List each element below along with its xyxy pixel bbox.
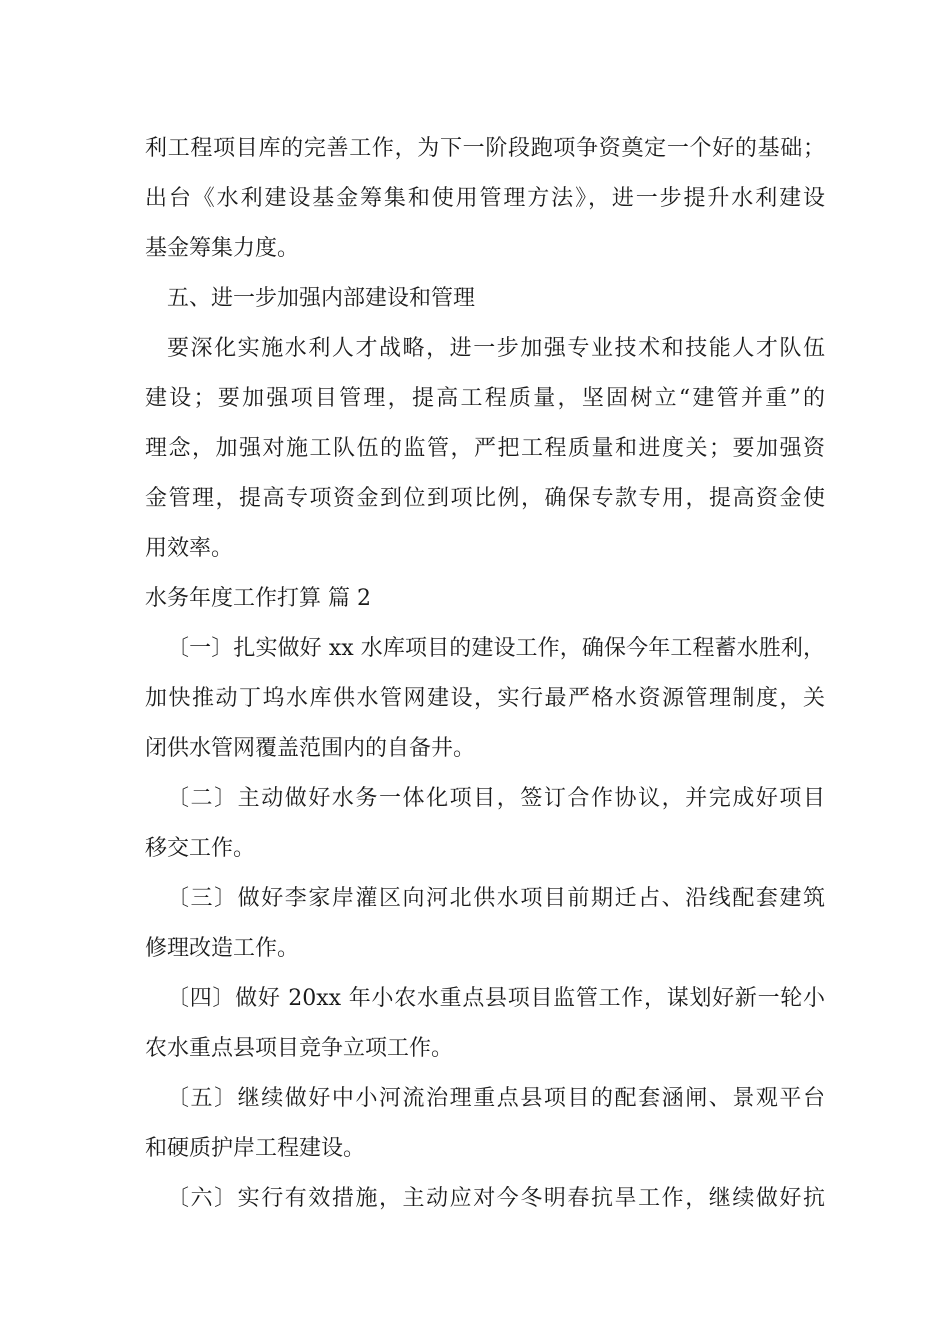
text-line: 建设；要加强项目管理，提高工程质量，坚固树立“建管并重”的 bbox=[145, 386, 825, 411]
text-line: 移交工作。 bbox=[145, 836, 256, 861]
text-line: 出台《水利建设基金筹集和使用管理方法》，进一步提升水利建设 bbox=[145, 186, 825, 211]
text-line: 金管理，提高专项资金到位到项比例，确保专款专用，提高资金使 bbox=[145, 486, 825, 511]
text-line: 修理改造工作。 bbox=[145, 936, 300, 961]
article-title: 水务年度工作打算 篇 2 bbox=[145, 586, 371, 611]
text-line: 用效率。 bbox=[145, 536, 234, 561]
document-body bbox=[145, 124, 825, 1224]
text-line: 〔四〕做好 20xx 年小农水重点县项目监管工作，谋划好新一轮小 bbox=[167, 986, 826, 1011]
text-line: 农水重点县项目竞争立项工作。 bbox=[145, 1036, 454, 1061]
text-line: 要深化实施水利人才战略，进一步加强专业技术和技能人才队伍 bbox=[167, 336, 825, 361]
text-line: 〔二〕主动做好水务一体化项目，签订合作协议，并完成好项目 bbox=[167, 786, 825, 811]
text-line: 〔三〕做好李家岸灌区向河北供水项目前期迁占、沿线配套建筑 bbox=[167, 886, 825, 911]
text-line: 闭供水管网覆盖范围内的自备井。 bbox=[145, 736, 476, 761]
text-line: 加快推动丁坞水库供水管网建设，实行最严格水资源管理制度，关 bbox=[145, 686, 825, 711]
text-line: 〔六〕实行有效措施，主动应对今冬明春抗旱工作，继续做好抗 bbox=[167, 1186, 825, 1211]
text-line: 〔五〕继续做好中小河流治理重点县项目的配套涵闸、景观平台 bbox=[167, 1086, 825, 1111]
section-heading: 五、进一步加强内部建设和管理 bbox=[167, 286, 476, 311]
text-line: 基金筹集力度。 bbox=[145, 236, 300, 261]
text-line: 利工程项目库的完善工作，为下一阶段跑项争资奠定一个好的基础； bbox=[145, 136, 825, 161]
text-line: 〔一〕扎实做好 xx 水库项目的建设工作，确保今年工程蓄水胜利， bbox=[167, 636, 825, 661]
text-line: 理念，加强对施工队伍的监管，严把工程质量和进度关；要加强资 bbox=[145, 436, 825, 461]
text-line: 和硬质护岸工程建设。 bbox=[145, 1136, 366, 1161]
